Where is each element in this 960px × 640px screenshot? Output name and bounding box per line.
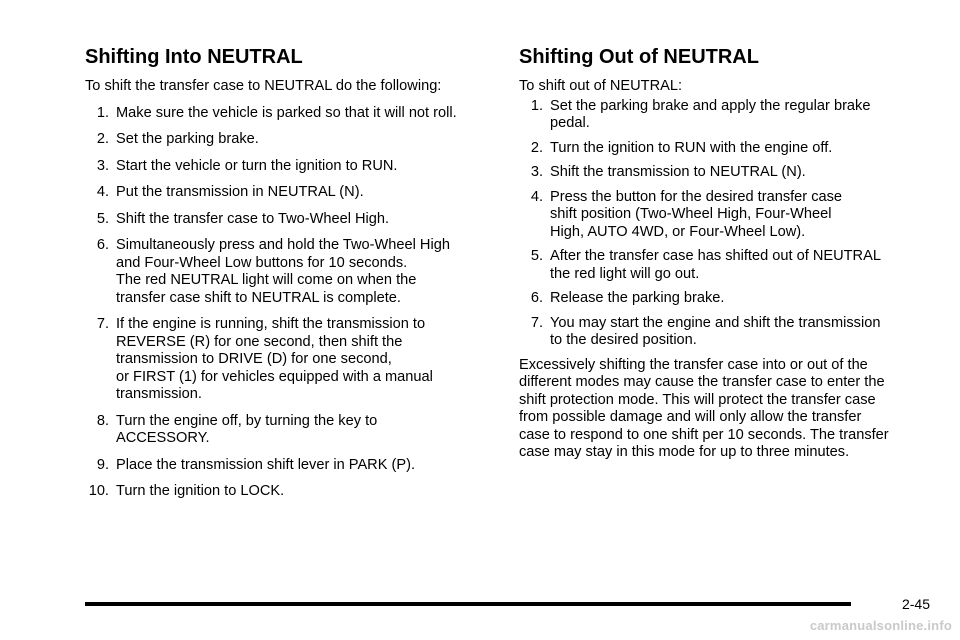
step-number: 6. bbox=[96, 237, 109, 253]
step-text-line: You may start the engine and shift the transmission bbox=[550, 314, 881, 331]
step-item bbox=[85, 316, 495, 404]
step-number: 5. bbox=[96, 210, 109, 227]
heading-shifting-out-of-neutral: Shifting Out of NEUTRAL bbox=[519, 46, 759, 68]
step-text-line: The red NEUTRAL light will come on when the bbox=[116, 272, 417, 288]
left-steps-list bbox=[85, 105, 495, 501]
step-text-line: Place the transmission shift lever in PARK (P). bbox=[116, 456, 416, 473]
paragraph-line: case may stay in this mode for up to three minutes. bbox=[519, 444, 850, 460]
step-text-line: Set the parking brake and apply the regular brake bbox=[550, 97, 871, 114]
step-text-line: REVERSE (R) for one second, then shift the bbox=[116, 333, 403, 350]
step-text-line: High, AUTO 4WD, or Four-Wheel Low). bbox=[550, 223, 806, 240]
step-number: 1. bbox=[96, 104, 109, 121]
step-number: 9. bbox=[96, 456, 109, 473]
step-number: 5. bbox=[530, 248, 543, 264]
step-item bbox=[519, 140, 929, 158]
step-item bbox=[519, 248, 929, 283]
step-number: 4. bbox=[530, 188, 543, 205]
step-item bbox=[519, 164, 929, 182]
paragraph-line: shift protection mode. This will protect the transfer case bbox=[519, 391, 876, 408]
step-item bbox=[85, 237, 495, 307]
step-text-line: Shift the transmission to NEUTRAL (N). bbox=[550, 164, 806, 180]
step-text-line: Release the parking brake. bbox=[550, 290, 725, 306]
step-item bbox=[519, 315, 929, 350]
step-item bbox=[519, 98, 929, 133]
paragraph-line: different modes may cause the transfer case to enter the bbox=[519, 374, 885, 390]
step-number: 8. bbox=[96, 412, 109, 429]
step-item bbox=[85, 483, 495, 501]
step-number: 3. bbox=[530, 164, 543, 180]
left-intro: To shift the transfer case to NEUTRAL do the following: bbox=[85, 78, 442, 94]
paragraph-line: Excessively shifting the transfer case into or out of the bbox=[519, 356, 868, 373]
step-number: 3. bbox=[96, 157, 109, 174]
watermark: carmanualsonline.info bbox=[809, 618, 952, 633]
step-text-line: Put the transmission in NEUTRAL (N). bbox=[116, 184, 364, 200]
step-text-line: Simultaneously press and hold the Two-Wheel High bbox=[116, 237, 450, 253]
step-text-line: Make sure the vehicle is parked so that it will not roll. bbox=[116, 104, 457, 121]
step-text-line: Turn the engine off, by turning the key to bbox=[116, 412, 378, 429]
step-number: 7. bbox=[530, 314, 543, 331]
step-item bbox=[85, 158, 495, 176]
step-text-line: If the engine is running, shift the transmission to bbox=[116, 316, 426, 332]
step-item bbox=[85, 131, 495, 149]
step-text-line: ACCESSORY. bbox=[116, 430, 210, 446]
step-text-line: or FIRST (1) for vehicles equipped with a manual bbox=[116, 368, 433, 385]
step-item bbox=[85, 413, 495, 448]
step-number: 7. bbox=[96, 316, 109, 332]
step-text-line: Turn the ignition to LOCK. bbox=[116, 483, 285, 499]
step-text-line: transfer case shift to NEUTRAL is complete. bbox=[116, 289, 401, 306]
step-item bbox=[519, 189, 929, 242]
step-item bbox=[85, 105, 495, 123]
step-text-line: transmission to DRIVE (D) for one second, bbox=[116, 351, 392, 367]
step-item bbox=[85, 184, 495, 202]
step-item bbox=[85, 211, 495, 229]
paragraph-line: case to respond to one shift per 10 seconds. The transfer bbox=[519, 426, 889, 443]
step-number: 2. bbox=[530, 139, 543, 156]
step-text-line: Press the button for the desired transfer case bbox=[550, 188, 843, 205]
step-text-line: shift position (Two-Wheel High, Four-Wheel bbox=[550, 206, 832, 222]
step-text-line: Set the parking brake. bbox=[116, 131, 259, 147]
heading-shifting-into-neutral: Shifting Into NEUTRAL bbox=[85, 46, 303, 68]
step-text-line: to the desired position. bbox=[550, 332, 697, 348]
right-column bbox=[519, 44, 929, 462]
step-text-line: the red light will go out. bbox=[550, 265, 700, 282]
page-number: 2-45 bbox=[901, 596, 930, 612]
step-number: 10. bbox=[88, 483, 109, 499]
step-number: 6. bbox=[530, 290, 543, 306]
step-text-line: and Four-Wheel Low buttons for 10 seconds. bbox=[116, 254, 408, 271]
step-number: 1. bbox=[530, 97, 543, 114]
right-intro: To shift out of NEUTRAL: bbox=[519, 78, 683, 94]
step-number: 4. bbox=[96, 184, 109, 200]
step-number: 2. bbox=[96, 131, 109, 147]
step-text-line: transmission. bbox=[116, 386, 202, 402]
step-text-line: Shift the transfer case to Two-Wheel High. bbox=[116, 210, 390, 227]
paragraph-line: from possible damage and will only allow the transfer bbox=[519, 409, 862, 425]
step-text-line: pedal. bbox=[550, 115, 590, 131]
right-steps-list bbox=[519, 98, 929, 350]
step-text-line: Start the vehicle or turn the ignition to RUN. bbox=[116, 157, 398, 174]
transfer-case-paragraph bbox=[519, 357, 929, 462]
footer-rule bbox=[85, 602, 851, 606]
step-item bbox=[85, 457, 495, 475]
step-text-line: After the transfer case has shifted out of NEUTRAL bbox=[550, 248, 881, 264]
step-text-line: Turn the ignition to RUN with the engine off. bbox=[550, 139, 833, 156]
left-column bbox=[85, 44, 495, 510]
step-item bbox=[519, 290, 929, 308]
